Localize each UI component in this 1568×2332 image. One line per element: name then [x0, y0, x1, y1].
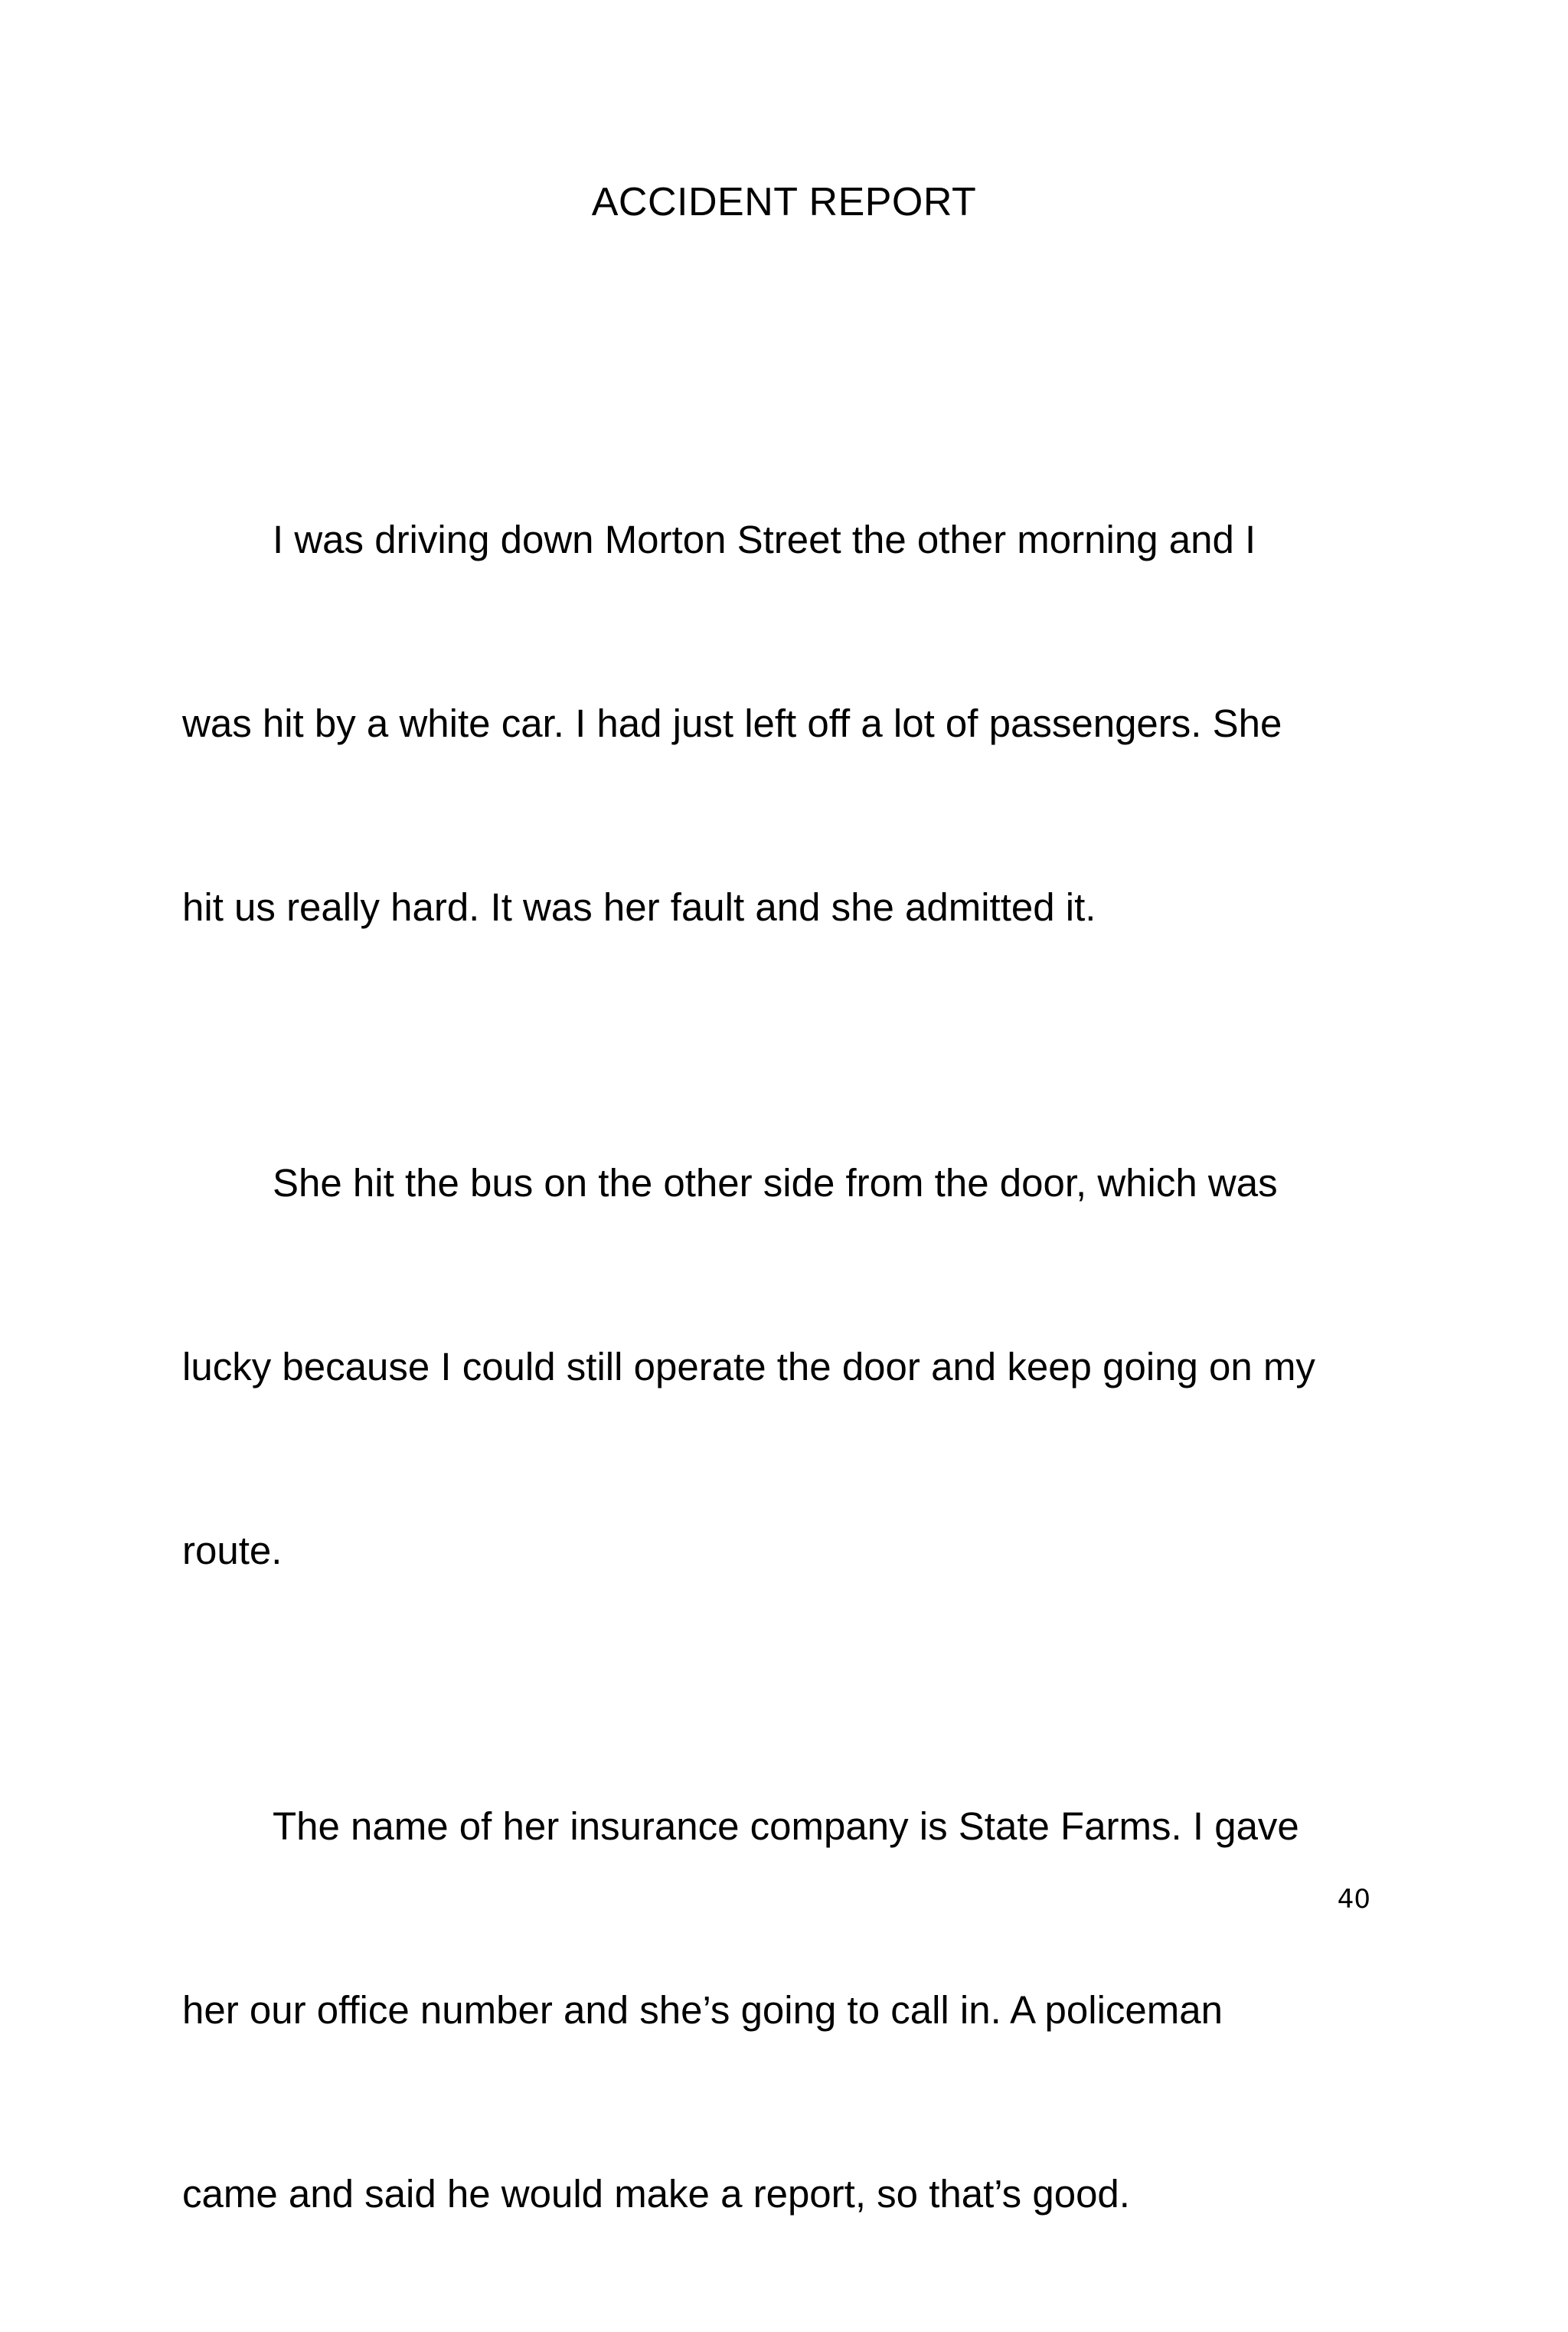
paragraph-line: I was driving down Morton Street the other morning and I: [273, 518, 1256, 561]
paragraph-line: The name of her insurance company is State Farms. I gave: [273, 1804, 1299, 1848]
paragraph-line: lucky because I could still operate the door and keep going on my: [182, 1345, 1315, 1388]
document-title: ACCIDENT REPORT: [591, 180, 977, 224]
paragraph-3: [182, 1689, 1407, 2332]
paragraph-line: hit us really hard. It was her fault and she admitted it.: [182, 885, 1096, 929]
paragraph-line: came and said he would make a report, so that’s good.: [182, 2172, 1130, 2216]
report-body: [182, 402, 1407, 2332]
paragraph-line: her our office number and she’s going to call in. A policeman: [182, 1988, 1223, 2032]
paragraph-1: [182, 402, 1407, 1045]
paragraph-line: was hit by a white car. I had just left off a lot of passengers. She: [182, 702, 1282, 745]
paragraph-line: route.: [182, 1529, 283, 1572]
paragraph-line: She hit the bus on the other side from the door, which was: [273, 1161, 1278, 1205]
page-number: 40: [1337, 1884, 1370, 1915]
paragraph-2: [182, 1045, 1407, 1689]
